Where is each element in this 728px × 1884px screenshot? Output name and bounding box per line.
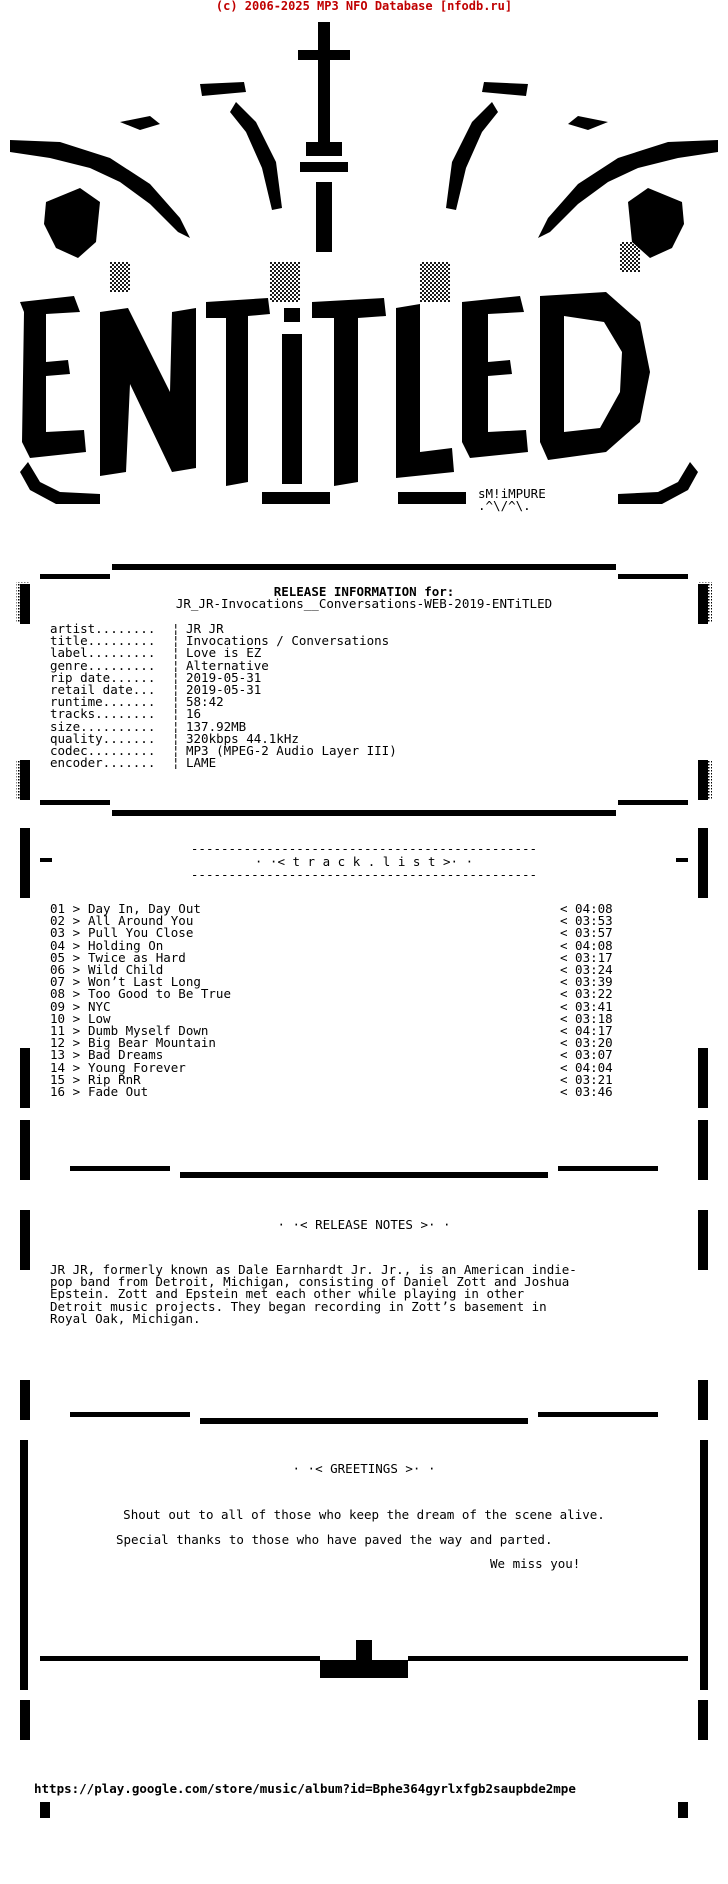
track-title: Rip RnR — [88, 1071, 141, 1087]
track-title: Young Forever — [88, 1059, 186, 1075]
track-number: 05 > — [50, 949, 81, 965]
info-field-key: runtime....... — [50, 694, 156, 710]
track-duration: < 03:57 — [560, 925, 613, 941]
track-number: 12 > — [50, 1035, 81, 1051]
info-field-key: quality....... — [50, 730, 156, 746]
info-field-value: 137.92MB — [186, 718, 247, 734]
track-number: 14 > — [50, 1059, 81, 1075]
info-field-separator: ¦ — [172, 657, 180, 673]
track-duration: < 03:18 — [560, 1010, 613, 1026]
track-duration: < 03:07 — [560, 1047, 613, 1063]
track-duration: < 03:41 — [560, 998, 613, 1014]
info-field-value: Love is EZ — [186, 645, 262, 661]
info-field-separator: ¦ — [172, 706, 180, 722]
info-field-value: Invocations / Conversations — [186, 633, 390, 649]
release-info-header: RELEASE INFORMATION for: — [273, 584, 455, 599]
tracklist-rule-top: ---------------------------------------------- — [190, 841, 538, 856]
info-field-key: artist........ — [50, 621, 156, 636]
track-title: Bad Dreams — [88, 1047, 164, 1063]
info-field-key: rip date...... — [50, 669, 156, 685]
track-duration: < 04:08 — [560, 901, 613, 916]
info-field-value: 58:42 — [186, 694, 224, 710]
info-field-separator: ¦ — [172, 621, 180, 636]
info-field-value: JR JR — [186, 621, 224, 636]
logo-credit-mark: .^\/^\. — [478, 498, 531, 513]
track-title: Holding On — [88, 937, 164, 953]
track-number: 09 > — [50, 998, 81, 1014]
track-title: Day In, Day Out — [88, 901, 201, 916]
track-duration: < 03:24 — [560, 962, 613, 977]
info-field-separator: ¦ — [172, 633, 180, 649]
greetings-title: · ·< GREETINGS >· · — [292, 1461, 436, 1476]
track-duration: < 03:17 — [560, 949, 613, 965]
track-title: Pull You Close — [88, 925, 194, 941]
info-field-value: 2019-05-31 — [186, 669, 262, 685]
info-field-value: Alternative — [186, 657, 269, 673]
track-number: 01 > — [50, 901, 81, 916]
info-field-key: retail date... — [50, 682, 156, 697]
info-field-separator: ¦ — [172, 755, 180, 771]
info-field-value: LAME — [186, 755, 217, 771]
track-title: Dumb Myself Down — [88, 1023, 209, 1038]
greetings-frame-border — [0, 1360, 728, 1820]
track-duration: < 04:17 — [560, 1023, 613, 1038]
info-field-key: label......... — [50, 645, 156, 661]
track-duration: < 03:20 — [560, 1035, 613, 1051]
track-number: 11 > — [50, 1023, 81, 1038]
release-notes-line: Detroit music projects. They began recording in Zott’s basement in — [50, 1298, 547, 1314]
track-duration: < 03:22 — [560, 986, 613, 1002]
info-field-key: genre......... — [50, 657, 156, 673]
info-field-separator: ¦ — [172, 669, 180, 685]
release-name: JR_JR-Invocations__Conversations-WEB-2019-ENTiTLED — [175, 596, 553, 611]
info-field-key: title......... — [50, 633, 156, 649]
track-title: All Around You — [88, 913, 194, 929]
track-number: 03 > — [50, 925, 81, 941]
track-title: Too Good to Be True — [88, 986, 231, 1002]
release-notes-title: · ·< RELEASE NOTES >· · — [277, 1217, 451, 1232]
info-field-separator: ¦ — [172, 743, 180, 758]
release-notes-line: Epstein. Zott and Epstein met each other while playing in other — [50, 1286, 525, 1302]
track-number: 02 > — [50, 913, 81, 929]
tracklist-title: · ·< t r a c k . l i s t >· · — [254, 854, 474, 869]
greetings-line-2: Special thanks to those who have paved the way and parted. — [116, 1532, 553, 1547]
tracklist-rule-bottom: ---------------------------------------------- — [190, 867, 538, 882]
info-field-value: 16 — [186, 706, 202, 722]
release-notes-line: pop band from Detroit, Michigan, consisting of Daniel Zott and Joshua — [50, 1274, 570, 1290]
info-field-key: codec......... — [50, 743, 156, 758]
greetings-line-3: We miss you! — [490, 1556, 581, 1571]
track-number: 13 > — [50, 1047, 81, 1063]
logo-credit-name: sM!iMPURE — [478, 486, 546, 501]
track-title: Low — [88, 1010, 111, 1026]
track-duration: < 03:46 — [560, 1084, 613, 1099]
track-title: Wild Child — [88, 962, 164, 977]
track-number: 07 > — [50, 974, 81, 990]
info-field-separator: ¦ — [172, 682, 180, 697]
copyright-banner: (c) 2006-2025 MP3 NFO Database [nfodb.ru] — [215, 0, 513, 13]
info-field-value: 320kbps 44.1kHz — [186, 730, 299, 746]
info-field-value: MP3 (MPEG-2 Audio Layer III) — [186, 743, 397, 758]
greetings-line-1: Shout out to all of those who keep the dream of the scene alive. — [123, 1507, 605, 1522]
track-number: 16 > — [50, 1084, 81, 1099]
track-number: 06 > — [50, 962, 81, 977]
entitled-logo-art — [0, 12, 728, 552]
album-url-link[interactable]: https://play.google.com/store/music/album?id=Bphe364gyrlxfgb2saupbde2mpe — [34, 1781, 576, 1796]
track-title: NYC — [88, 998, 111, 1014]
track-duration: < 04:08 — [560, 937, 613, 953]
info-field-key: encoder....... — [50, 755, 156, 771]
track-number: 10 > — [50, 1010, 81, 1026]
info-field-key: size.......... — [50, 718, 156, 734]
track-duration: < 04:04 — [560, 1059, 613, 1075]
track-number: 15 > — [50, 1071, 81, 1087]
track-duration: < 03:39 — [560, 974, 613, 990]
track-duration: < 03:53 — [560, 913, 613, 929]
track-duration: < 03:21 — [560, 1071, 613, 1087]
track-title: Twice as Hard — [88, 949, 186, 965]
info-field-separator: ¦ — [172, 730, 180, 746]
track-number: 08 > — [50, 986, 81, 1002]
track-title: Fade Out — [88, 1084, 149, 1099]
release-notes-line: Royal Oak, Michigan. — [50, 1310, 201, 1326]
release-notes-line: JR JR, formerly known as Dale Earnhardt Jr. Jr., is an American indie- — [50, 1262, 577, 1277]
track-title: Big Bear Mountain — [88, 1035, 216, 1051]
info-field-separator: ¦ — [172, 645, 180, 661]
info-field-key: tracks........ — [50, 706, 156, 722]
info-field-value: 2019-05-31 — [186, 682, 262, 697]
info-field-separator: ¦ — [172, 718, 180, 734]
track-number: 04 > — [50, 937, 81, 953]
info-field-separator: ¦ — [172, 694, 180, 710]
track-title: Won’t Last Long — [88, 974, 201, 990]
